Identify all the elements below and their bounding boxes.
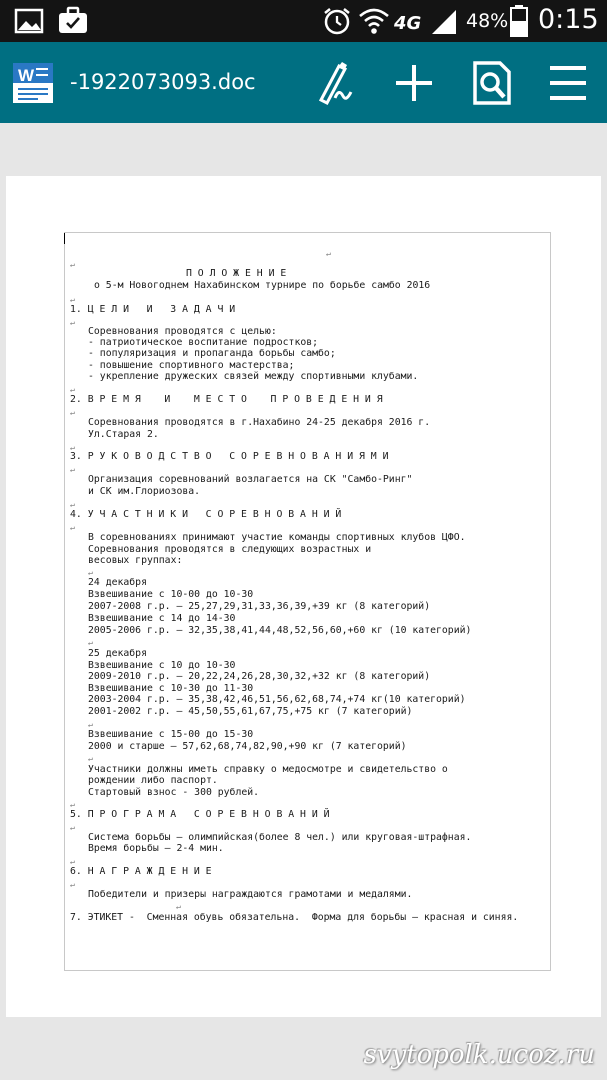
section-4-note: Участники должны иметь справку о медосмотре и свидетельство о <box>88 764 448 775</box>
day-2-line: 25 декабря <box>88 648 147 659</box>
paragraph-mark: ↵ <box>70 523 75 532</box>
paragraph-mark: ↵ <box>88 568 93 577</box>
section-4-note: рождении либо паспорт. <box>88 775 218 786</box>
wifi-icon <box>358 6 390 40</box>
status-bar <box>0 0 607 42</box>
day-2-line: Взвешивание с 15-00 до 15-30 <box>88 729 254 740</box>
paragraph-mark: ↵ <box>70 443 75 452</box>
paragraph-mark: ↵ <box>70 260 75 269</box>
paragraph-mark: ↵ <box>70 857 75 866</box>
paragraph-mark: ↵ <box>88 638 93 647</box>
paragraph-mark: ↵ <box>70 823 75 832</box>
section-2-line: Ул.Старая 2. <box>88 429 159 440</box>
battery-percent: 48% <box>466 10 509 32</box>
signal-icon <box>430 8 458 40</box>
day-1-line: Взвешивание с 14 до 14-30 <box>88 613 236 624</box>
paragraph-mark: ↵ <box>70 800 75 809</box>
paragraph-mark: ↵ <box>70 500 75 509</box>
section-1-item: - повышение спортивного мастерства; <box>88 360 295 371</box>
section-1-intro: Соревнования проводятся с целью: <box>88 326 277 337</box>
day-2-line: Взвешивание с 10-30 до 11-30 <box>88 683 254 694</box>
pen-edit-icon[interactable] <box>315 60 357 110</box>
section-1-item: - патриотическое воспитание подростков; <box>88 337 319 348</box>
section-5-line: Время борьбы – 2-4 мин. <box>88 843 224 854</box>
clock: 0:15 <box>538 4 599 35</box>
app-bar <box>0 42 607 123</box>
section-6-line: Победители и призеры награждаются грамотами и медалями. <box>88 889 413 900</box>
briefcase-icon <box>58 6 88 38</box>
paragraph-mark: ↵ <box>70 318 75 327</box>
section-3-heading: 3. Р У К О В О Д С Т В О С О Р Е В Н О В А Н И Я М И <box>70 451 389 462</box>
text-cursor <box>64 233 65 244</box>
paragraph-mark: ↵ <box>326 249 331 258</box>
section-5-heading: 5. П Р О Г Р А М А С О Р Е В Н О В А Н И Й <box>70 809 330 820</box>
svg-text:W: W <box>18 66 35 85</box>
day-2-line: 2000 и старше – 57,62,68,74,82,90,+90 кг (7 категорий) <box>88 741 407 752</box>
paragraph-mark: ↵ <box>88 720 93 729</box>
section-1-heading: 1. Ц Е Л И И З А Д А Ч И <box>70 304 236 315</box>
day-2-line: 2009-2010 г.р. – 20,22,24,26,28,30,32,+32 кг (8 категорий) <box>88 671 431 682</box>
word-doc-icon <box>12 62 54 108</box>
section-3-line: Организация соревнований возлагается на СК "Самбо-Ринг" <box>88 474 413 485</box>
paragraph-mark: ↵ <box>70 385 75 394</box>
alarm-icon <box>322 6 352 40</box>
day-1-line: 2005-2006 г.р. – 32,35,38,41,44,48,52,56,60,+60 кг (10 категорий) <box>88 625 472 636</box>
section-4-intro: Соревнования проводятся в следующих возрастных и <box>88 544 372 555</box>
watermark: svytopolk.ucoz.ru <box>363 1040 595 1070</box>
network-type: 4G <box>394 13 422 34</box>
section-2-heading: 2. В Р Е М Я И М Е С Т О П Р О В Е Д Е Н И Я <box>70 394 383 405</box>
section-7-line: 7. ЭТИКЕТ - Сменная обувь обязательна. Форма для борьбы – красная и синяя. <box>70 912 519 923</box>
file-name: -1922073093.doc <box>70 70 256 94</box>
section-1-item: - укрепление дружеских связей между спортивными клубами. <box>88 371 419 382</box>
section-5-line: Система борьбы – олимпийская(более 8 чел.) или круговая-штрафная. <box>88 832 472 843</box>
document-subtitle: о 5-м Новогоднем Нахабинском турнире по борьбе самбо 2016 <box>94 280 431 291</box>
paragraph-mark: ↵ <box>70 465 75 474</box>
section-4-note: Стартовый взнос - 300 рублей. <box>88 787 260 798</box>
section-4-heading: 4. У Ч А С Т Н И К И С О Р Е В Н О В А Н И Й <box>70 509 342 520</box>
add-icon[interactable] <box>393 62 435 108</box>
paragraph-mark: ↵ <box>88 754 93 763</box>
day-1-line: 24 декабря <box>88 577 147 588</box>
paragraph-mark: ↵ <box>70 408 75 417</box>
paragraph-mark: ↵ <box>70 880 75 889</box>
search-doc-icon[interactable] <box>472 60 512 110</box>
paragraph-mark: ↵ <box>176 902 181 911</box>
day-1-line: 2007-2008 г.р. – 25,27,29,31,33,36,39,+39 кг (8 категорий) <box>88 601 431 612</box>
section-4-intro: весовых группах: <box>88 555 183 566</box>
document-title: П О Л О Ж Е Н И Е <box>186 268 287 279</box>
section-6-heading: 6. Н А Г Р А Ж Д Е Н И Е <box>70 866 212 877</box>
day-2-line: 2001-2002 г.р. – 45,50,55,61,67,75,+75 кг (7 категорий) <box>88 706 413 717</box>
day-2-line: Взвешивание с 10 до 10-30 <box>88 660 236 671</box>
day-2-line: 2003-2004 г.р. – 35,38,42,46,51,56,62,68,74,+74 кг(10 категорий) <box>88 694 466 705</box>
battery-icon <box>510 5 528 41</box>
paragraph-mark: ↵ <box>70 295 75 304</box>
day-1-line: Взвешивание с 10-00 до 10-30 <box>88 589 254 600</box>
section-2-line: Соревнования проводятся в г.Нахабино 24-25 декабря 2016 г. <box>88 417 431 428</box>
section-1-item: - популяризация и пропаганда борьбы самбо; <box>88 348 336 359</box>
section-4-intro: В соревнованиях принимают участие команды спортивных клубов ЦФО. <box>88 532 466 543</box>
section-3-line: и СК им.Глориозова. <box>88 486 201 497</box>
image-icon <box>14 8 44 38</box>
menu-icon[interactable] <box>549 64 587 106</box>
